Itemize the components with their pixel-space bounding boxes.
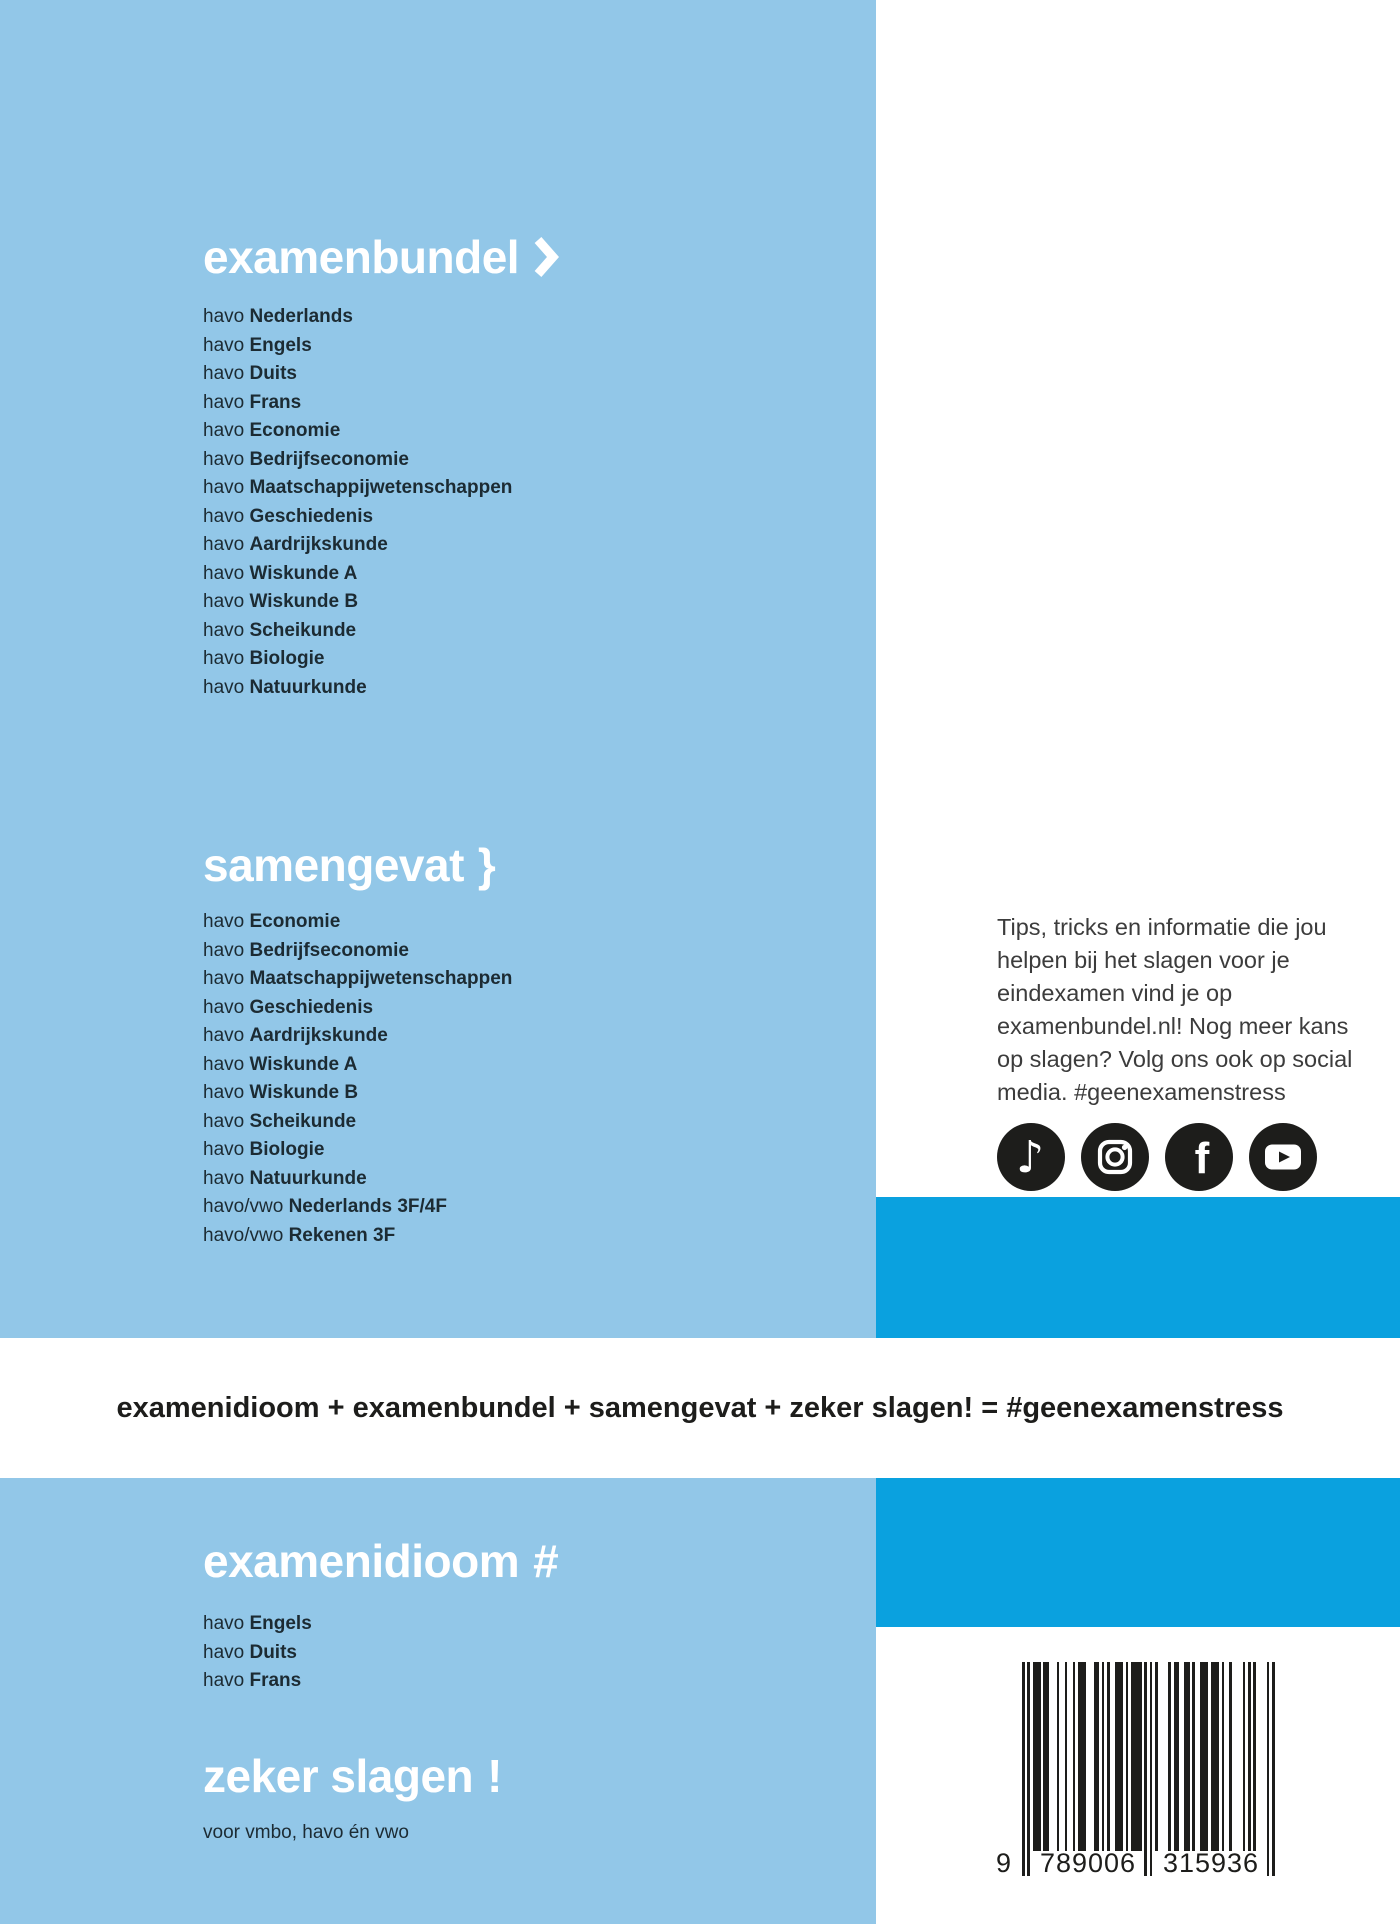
subject-name: Wiskunde B [249, 1082, 359, 1103]
promo-text [997, 911, 1352, 1109]
zeker-slagen-subtitle: voor vmbo, havo én vwo [203, 1822, 409, 1843]
list-item [203, 503, 512, 532]
list-item [203, 389, 512, 418]
subject-name: Aardrijkskunde [249, 534, 388, 555]
list-item [203, 1165, 512, 1194]
level-prefix: havo/vwo [203, 1224, 284, 1246]
level-prefix: havo [203, 591, 245, 612]
examenidioom-title [203, 1535, 559, 1587]
barcode-left-digits: 789006 [1039, 1848, 1137, 1878]
samengevat-title [203, 839, 496, 891]
level-prefix: havo [203, 1139, 245, 1160]
examenidioom-title-text: examenidioom [203, 1535, 520, 1587]
level-prefix: havo [203, 534, 245, 555]
subject-name: Engels [249, 334, 312, 356]
list-item [203, 1222, 512, 1251]
subject-name: Geschiedenis [249, 505, 374, 527]
level-prefix: havo [203, 477, 245, 498]
promo-text-line: Tips, tricks en informatie die jou [997, 914, 1327, 940]
subject-name: Economie [249, 420, 341, 441]
zeker-slagen-exclamation-mark: ! [487, 1750, 502, 1802]
subject-name: Duits [249, 1641, 297, 1663]
social-icons-row [997, 1123, 1317, 1191]
level-prefix: havo [203, 391, 245, 413]
list-item [203, 674, 512, 703]
list-item [203, 1079, 512, 1108]
subject-name: Frans [249, 391, 302, 413]
subject-name: Bedrijfseconomie [249, 939, 409, 961]
youtube-icon [1249, 1123, 1317, 1191]
barcode-right-digits: 315936 [1162, 1848, 1260, 1878]
examenidioom-hash-mark: # [533, 1535, 559, 1587]
formula-band [0, 1338, 1400, 1478]
subject-name: Wiskunde A [249, 562, 358, 584]
list-item [203, 360, 512, 389]
barcode-lead-digit: 9 [995, 1848, 1013, 1878]
level-prefix: havo [203, 363, 245, 384]
level-prefix: havo [203, 1025, 245, 1046]
level-prefix: havo [203, 448, 245, 470]
level-prefix: havo [203, 306, 245, 327]
level-prefix: havo [203, 911, 245, 932]
subject-name: Biologie [249, 648, 325, 669]
formula-text: examenidioom + examenbundel + samengevat + zeker slagen! = #geenexamenstress [116, 1391, 1284, 1424]
promo-text-line: eindexamen vind je op [997, 980, 1233, 1006]
list-item [203, 1193, 512, 1222]
list-item [203, 1639, 312, 1668]
level-prefix: havo [203, 1670, 245, 1691]
level-prefix: havo [203, 676, 245, 698]
subject-name: Bedrijfseconomie [249, 448, 409, 470]
level-prefix: havo [203, 1082, 245, 1103]
level-prefix: havo [203, 1641, 245, 1663]
chevron-right-icon [533, 236, 559, 278]
list-item [203, 303, 512, 332]
list-item [203, 1136, 512, 1165]
list-item [203, 937, 512, 966]
level-prefix: havo [203, 648, 245, 669]
list-item [203, 560, 512, 589]
subject-name: Natuurkunde [249, 676, 367, 698]
instagram-icon [1081, 1123, 1149, 1191]
promo-text-line: examenbundel.nl! Nog meer kans [997, 1013, 1349, 1039]
subject-name: Frans [249, 1670, 302, 1691]
samengevat-brace-mark: } [477, 839, 496, 891]
subject-name: Engels [249, 1613, 312, 1634]
level-prefix: havo [203, 939, 245, 961]
list-item [203, 994, 512, 1023]
list-item [203, 617, 512, 646]
examenbundel-title [203, 231, 559, 283]
list-item [203, 332, 512, 361]
list-item [203, 1051, 512, 1080]
subject-name: Duits [249, 363, 297, 384]
level-prefix: havo [203, 619, 245, 641]
barcode [995, 1662, 1288, 1892]
svg-text:♪: ♪ [1015, 1132, 1045, 1183]
barcode-bars [1022, 1662, 1275, 1876]
level-prefix: havo [203, 1613, 245, 1634]
level-prefix: havo [203, 968, 245, 989]
examenbundel-title-text: examenbundel [203, 231, 520, 283]
tiktok-icon [997, 1123, 1065, 1191]
level-prefix: havo [203, 1110, 245, 1132]
examenbundel-subject-list [203, 303, 512, 702]
zeker-slagen-title-text: zeker slagen [203, 1750, 474, 1802]
promo-text-line: op slagen? Volg ons ook op social [997, 1046, 1353, 1072]
list-item [203, 1667, 312, 1696]
list-item [203, 1022, 512, 1051]
subject-name: Wiskunde A [249, 1053, 358, 1075]
level-prefix: havo [203, 562, 245, 584]
level-prefix: havo [203, 420, 245, 441]
subject-name: Maatschappijwetenschappen [249, 968, 513, 989]
level-prefix: havo [203, 1167, 245, 1189]
list-item [203, 908, 512, 937]
subject-name: Economie [249, 911, 341, 932]
level-prefix: havo [203, 334, 245, 356]
subject-name: Maatschappijwetenschappen [249, 477, 513, 498]
examenidioom-subject-list [203, 1610, 312, 1696]
list-item [203, 588, 512, 617]
promo-text-line: helpen bij het slagen voor je [997, 947, 1290, 973]
list-item [203, 474, 512, 503]
level-prefix: havo [203, 1053, 245, 1075]
subject-name: Nederlands 3F/4F [288, 1196, 447, 1217]
subject-name: Nederlands [249, 306, 353, 327]
list-item [203, 1610, 312, 1639]
svg-text:f: f [1194, 1134, 1210, 1183]
level-prefix: havo [203, 505, 245, 527]
samengevat-subject-list [203, 908, 512, 1250]
subject-name: Natuurkunde [249, 1167, 367, 1189]
subject-name: Scheikunde [249, 1110, 357, 1132]
zeker-slagen-title [203, 1750, 502, 1802]
level-prefix: havo [203, 996, 245, 1018]
bright-blue-block-upper [876, 1197, 1400, 1338]
subject-name: Geschiedenis [249, 996, 374, 1018]
subject-name: Scheikunde [249, 619, 357, 641]
list-item [203, 965, 512, 994]
facebook-icon [1165, 1123, 1233, 1191]
subject-name: Rekenen 3F [288, 1224, 396, 1246]
list-item [203, 531, 512, 560]
list-item [203, 645, 512, 674]
list-item [203, 1108, 512, 1137]
level-prefix: havo/vwo [203, 1196, 284, 1217]
subject-name: Biologie [249, 1139, 325, 1160]
subject-name: Wiskunde B [249, 591, 359, 612]
list-item [203, 417, 512, 446]
list-item [203, 446, 512, 475]
subject-name: Aardrijkskunde [249, 1025, 388, 1046]
samengevat-title-text: samengevat [203, 839, 464, 891]
promo-text-line: media. #geenexamenstress [997, 1079, 1286, 1105]
barcode-bar [1272, 1662, 1275, 1876]
bright-blue-block-lower [876, 1478, 1400, 1627]
